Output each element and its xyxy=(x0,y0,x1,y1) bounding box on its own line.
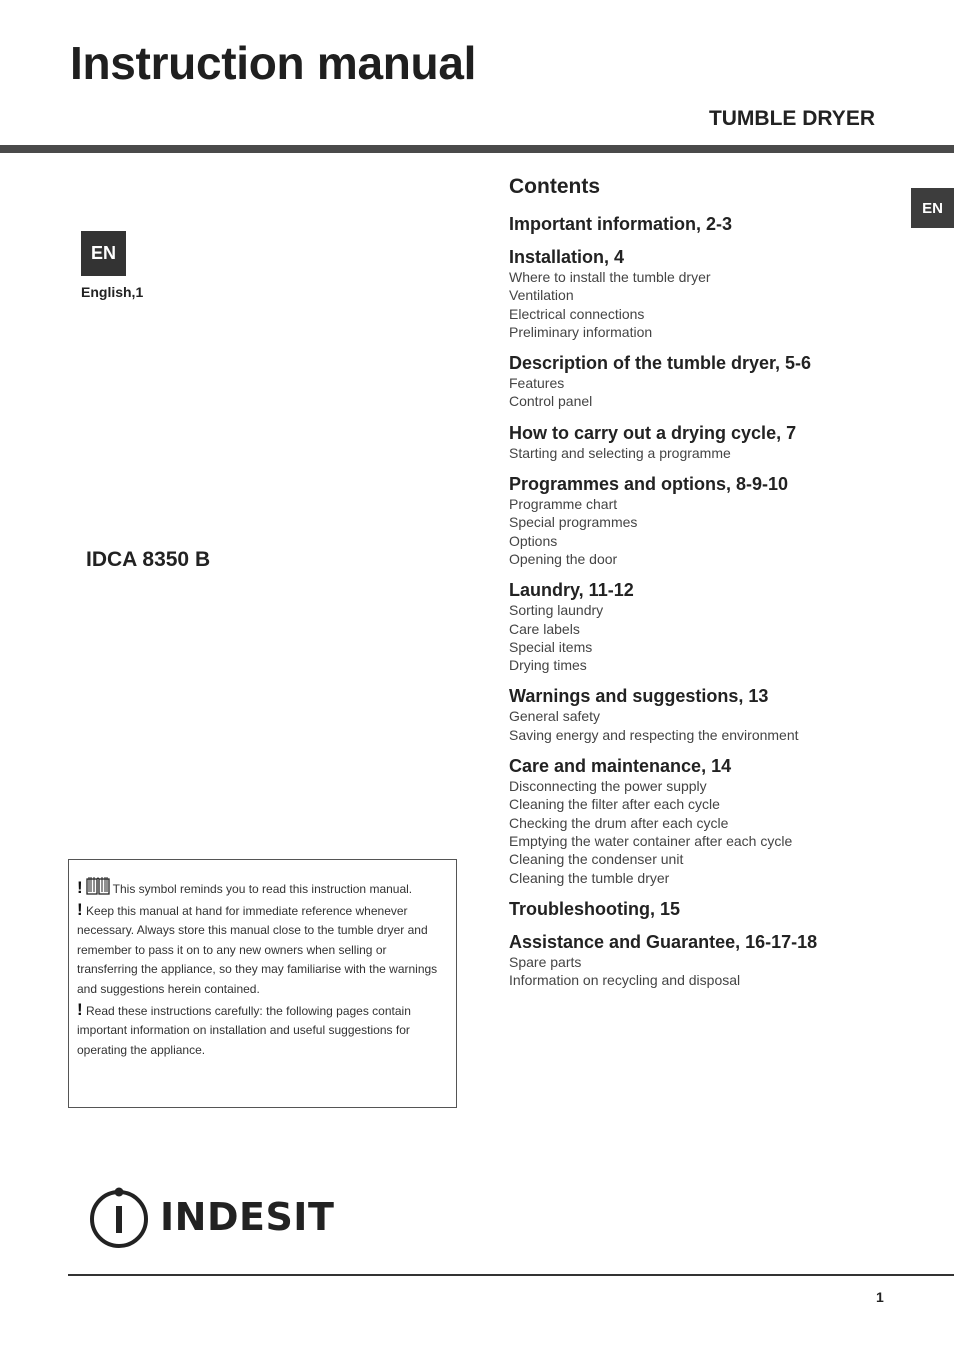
toc-item: Electrical connections xyxy=(509,305,645,322)
toc-item: Programme chart xyxy=(509,496,618,513)
toc-item: Disconnecting the power supply xyxy=(509,778,707,795)
toc-item: Saving energy and respecting the environment xyxy=(509,726,799,743)
toc-item: Preliminary information xyxy=(509,323,653,340)
notice-paragraph-symbol xyxy=(77,876,448,900)
page-number: 1 xyxy=(876,1289,884,1305)
notice-box xyxy=(68,859,457,1108)
toc-item: Checking the drum after each cycle xyxy=(509,814,729,831)
toc-item: Special programmes xyxy=(509,514,638,531)
toc-item: Drying times xyxy=(509,657,587,674)
toc-heading: Laundry, 11-12 xyxy=(509,580,634,601)
notice-paragraph-keep xyxy=(77,900,448,1000)
document-subtitle: TUMBLE DRYER xyxy=(708,107,875,130)
language-index-entry: English,1 xyxy=(81,284,144,300)
toc-section xyxy=(509,353,929,411)
toc-item: Cleaning the filter after each cycle xyxy=(509,796,720,813)
toc-list xyxy=(509,214,929,989)
toc-item: Emptying the water container after each cycle xyxy=(509,832,793,849)
toc-section xyxy=(509,899,929,920)
toc-section xyxy=(509,686,929,744)
toc-item: Information on recycling and disposal xyxy=(509,972,741,989)
language-tab: EN xyxy=(911,188,954,228)
toc-heading: Troubleshooting, 15 xyxy=(509,898,681,919)
table-of-contents xyxy=(509,174,929,1001)
toc-heading: Programmes and options, 8-9-10 xyxy=(509,474,789,495)
toc-section xyxy=(509,423,929,462)
toc-heading: Assistance and Guarantee, 16-17-18 xyxy=(509,931,818,952)
toc-heading: How to carry out a drying cycle, 7 xyxy=(509,422,797,443)
notice-paragraph-read xyxy=(77,1000,448,1061)
toc-item: Spare parts xyxy=(509,953,582,970)
toc-item: Where to install the tumble dryer xyxy=(509,269,711,285)
header-divider xyxy=(0,145,954,153)
toc-section xyxy=(509,932,929,990)
contents-title: Contents xyxy=(509,175,600,198)
toc-item: Special items xyxy=(509,638,593,655)
brand-logo xyxy=(88,1186,334,1248)
toc-item: Control panel xyxy=(509,393,593,410)
warning-icon: ! xyxy=(77,878,83,897)
model-number: IDCA 8350 B xyxy=(86,548,211,571)
toc-heading: Installation, 4 xyxy=(509,247,625,267)
toc-item: Opening the door xyxy=(509,550,618,567)
toc-section xyxy=(509,247,929,341)
footer-divider xyxy=(68,1274,954,1276)
notice-keep-text: Keep this manual at hand for immediate reference whenever necessary. Always store this manual close to the tumble dryer and remember to pass it on to any new owners when selling or transferring the appliance, so they may familiarise with the warnings and suggestions herein contained. xyxy=(77,903,438,996)
toc-section xyxy=(509,580,929,674)
toc-section xyxy=(509,214,929,235)
toc-item: General safety xyxy=(509,708,601,725)
toc-heading: Description of the tumble dryer, 5-6 xyxy=(509,353,812,374)
toc-item: Cleaning the condenser unit xyxy=(509,851,684,868)
toc-heading: Important information, 2-3 xyxy=(509,214,733,234)
toc-item: Options xyxy=(509,532,558,549)
notice-symbol-text: This symbol reminds you to read this instruction manual. xyxy=(112,882,413,896)
notice-read-text: Read these instructions carefully: the following pages contain important information on installation and useful suggestions for operating the appliance. xyxy=(77,1003,411,1057)
open-book-icon xyxy=(85,876,111,896)
page-title: Instruction manual xyxy=(70,37,477,89)
toc-item: Care labels xyxy=(509,620,580,637)
toc-heading: Warnings and suggestions, 13 xyxy=(509,686,769,707)
warning-icon: ! xyxy=(77,999,83,1019)
warning-icon: ! xyxy=(77,899,83,919)
language-badge: EN xyxy=(81,231,126,276)
toc-heading: Care and maintenance, 14 xyxy=(509,756,732,777)
toc-item: Cleaning the tumble dryer xyxy=(509,869,670,886)
brand-wordmark: INDESIT xyxy=(160,1195,335,1239)
indesit-logo-icon xyxy=(88,1186,150,1248)
toc-item: Ventilation xyxy=(509,287,574,304)
toc-item: Sorting laundry xyxy=(509,602,604,619)
toc-section xyxy=(509,474,929,568)
toc-item: Features xyxy=(509,375,565,392)
toc-item: Starting and selecting a programme xyxy=(509,444,731,461)
toc-section xyxy=(509,756,929,887)
